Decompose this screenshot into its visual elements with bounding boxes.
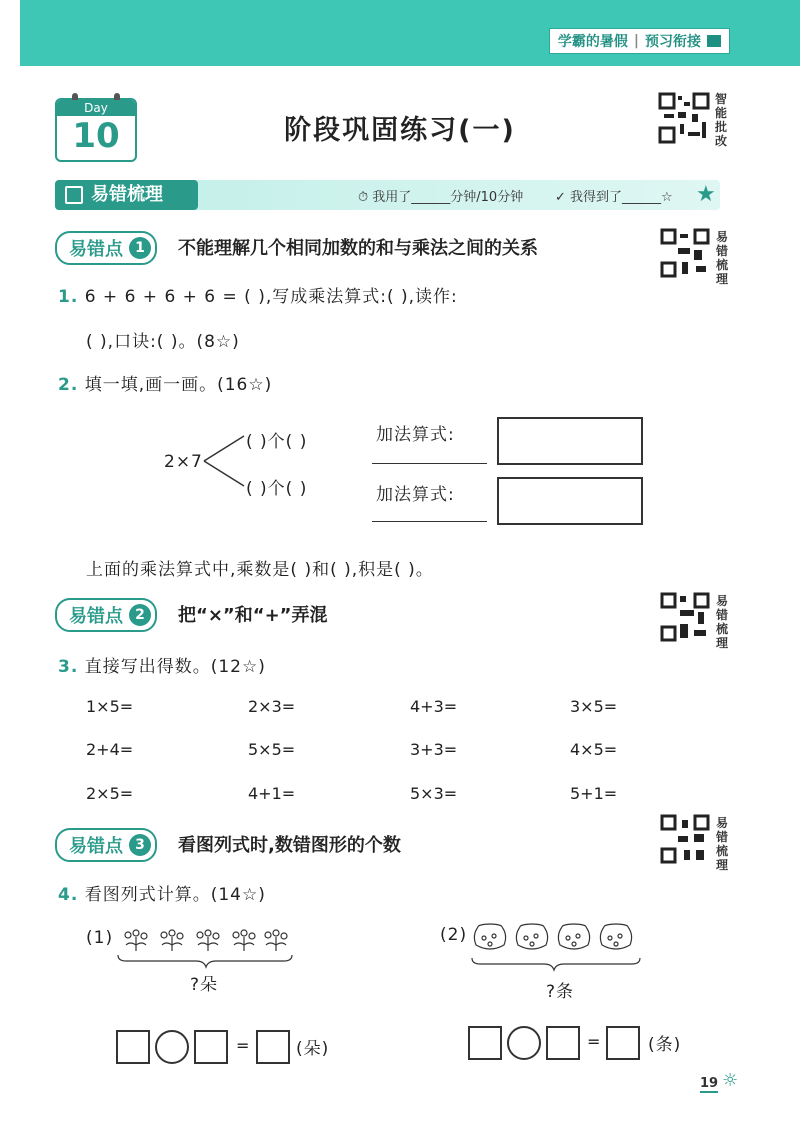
answer-box[interactable] [606, 1026, 640, 1060]
answer-box[interactable] [546, 1026, 580, 1060]
answer-line[interactable] [372, 463, 487, 464]
answer-box[interactable] [194, 1030, 228, 1064]
error-point-tag: 易错点 2 [55, 598, 157, 632]
add-label-1: 加法算式: [376, 425, 455, 445]
qr-label: 易 错 梳 理 [716, 230, 729, 286]
operator-circle[interactable] [155, 1030, 189, 1064]
answer-line[interactable] [372, 521, 487, 522]
answer-box[interactable] [256, 1030, 290, 1064]
qr-code-icon[interactable] [660, 228, 710, 278]
star-icon: ★ [696, 182, 716, 207]
day-number: 10 [72, 116, 120, 156]
part-1-label: (1) [86, 928, 114, 948]
flower-group-illustration [116, 925, 296, 970]
add-label-2: 加法算式: [376, 485, 455, 505]
qr-code-icon[interactable] [660, 814, 710, 864]
series-tag [549, 28, 730, 54]
brace-label-1: ?朵 [190, 975, 219, 995]
branch-1: ( )个( ) [246, 432, 308, 452]
fishbowl-group-illustration [468, 922, 648, 972]
series-name: 学霸的暑假 [557, 34, 628, 50]
qr-code-icon[interactable] [658, 92, 710, 144]
list-icon [65, 186, 83, 204]
day-label: Day [57, 100, 135, 116]
answer-box[interactable] [116, 1030, 150, 1064]
calc-item: 3×5= [570, 697, 618, 716]
drawing-box[interactable] [497, 477, 643, 525]
question-3-text: 3. 直接写出得数。(12☆) [58, 657, 266, 677]
qr-code-icon[interactable] [660, 592, 710, 642]
multiplication-expr: 2×7 [164, 452, 203, 472]
book-icon [707, 35, 721, 47]
error-point-tag: 易错点 1 [55, 231, 157, 265]
calc-item: 3+3= [410, 740, 458, 759]
unit-label-1: (朵) [296, 1039, 330, 1059]
calc-item: 5+1= [570, 784, 618, 803]
qr-label: 易 错 梳 理 [716, 816, 729, 872]
time-used: ⏱ 我用了______分钟/10分钟 [358, 190, 524, 205]
calc-item: 4+3= [410, 697, 458, 716]
calc-item: 1×5= [86, 697, 134, 716]
calc-item: 2×3= [248, 697, 296, 716]
brace-label-2: ?条 [546, 982, 575, 1002]
branch-2: ( )个( ) [246, 479, 308, 499]
question-4-text: 4. 看图列式计算。(14☆) [58, 885, 266, 905]
part-2-label: (2) [440, 925, 468, 945]
score-got: ✓ 我得到了______☆ [555, 190, 673, 205]
equals-sign: = [587, 1032, 601, 1051]
error-point-desc: 把“×”和“+”弄混 [178, 605, 328, 626]
calc-item: 2×5= [86, 784, 134, 803]
equals-sign: = [236, 1036, 250, 1055]
error-point-desc: 看图列式时,数错图形的个数 [178, 835, 401, 856]
question-1-line-1: 1. 6 + 6 + 6 + 6 = ( ),写成乘法算式:( ),读作: [58, 287, 458, 307]
calc-item: 4+1= [248, 784, 296, 803]
branch-lines [200, 430, 250, 490]
calc-item: 2+4= [86, 740, 134, 759]
answer-box[interactable] [468, 1026, 502, 1060]
qr-label: 智 能 批 改 [715, 92, 728, 148]
qr-label: 易 错 梳 理 [716, 594, 729, 650]
calc-item: 4×5= [570, 740, 618, 759]
error-point-desc: 不能理解几个相同加数的和与乘法之间的关系 [178, 238, 538, 259]
page-number: 19 [700, 1076, 719, 1091]
unit-label-2: (条) [648, 1035, 682, 1055]
page-title: 阶段巩固练习(一) [284, 115, 516, 146]
question-2-tail: 上面的乘法算式中,乘数是( )和( ),积是( )。 [86, 560, 434, 580]
question-2-text: 2. 填一填,画一画。(16☆) [58, 375, 273, 395]
operator-circle[interactable] [507, 1026, 541, 1060]
separator: | [633, 33, 639, 49]
drawing-box[interactable] [497, 417, 643, 465]
section-title: 易错梳理 [55, 180, 198, 210]
question-1-line-2: ( ),口诀:( )。(8☆) [86, 332, 240, 352]
sun-icon: ☼ [722, 1070, 739, 1091]
series-sub: 预习衔接 [645, 34, 701, 50]
calc-item: 5×5= [248, 740, 296, 759]
calc-item: 5×3= [410, 784, 458, 803]
error-point-tag: 易错点 3 [55, 828, 157, 862]
